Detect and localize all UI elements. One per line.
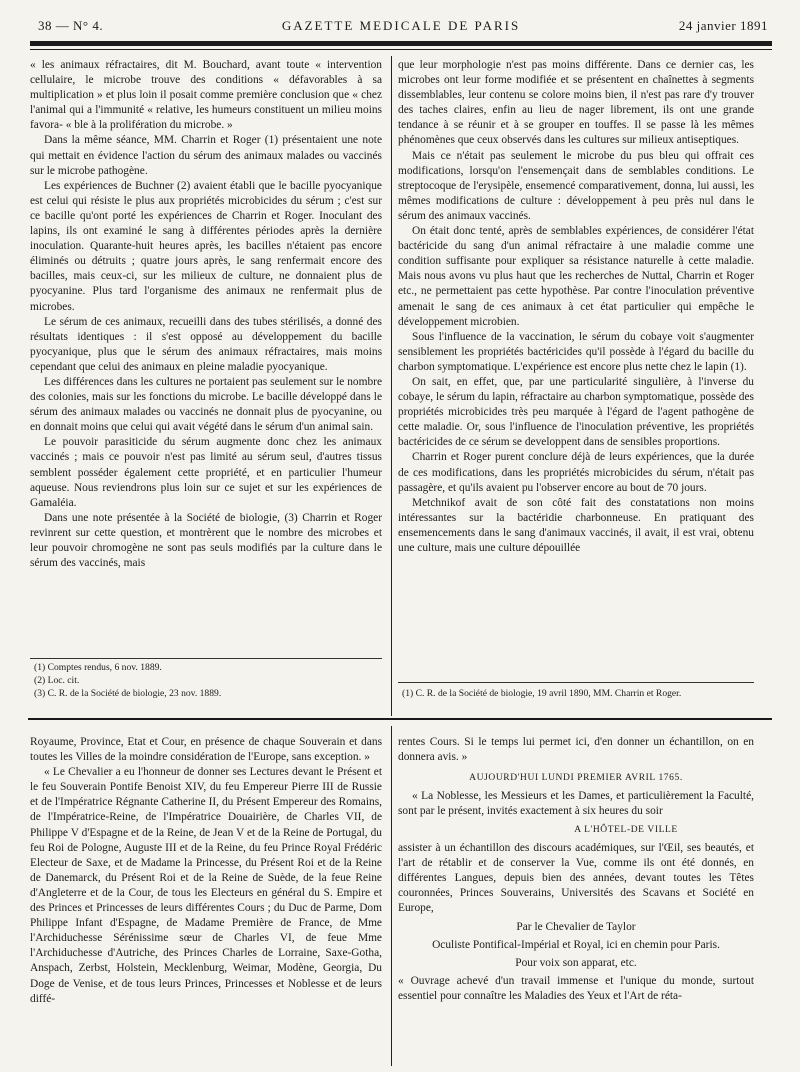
- paragraph: Le sérum de ces animaux, recueilli dans des tubes stérilisés, a donné des résultats identiques : il s'est opposé au développement du bacille pyocyanique, plus que le sérum des animaux réfractaires, mais moins cependant que celui des animaux en pleine maladie pyocyanique.: [30, 315, 382, 373]
- paragraph: que leur morphologie n'est pas moins différente. Dans ce dernier cas, les microbes ont leur forme modifiée et se présentent en chaînettes à segments dissemblables, leur contenu se colore moins bien, il n'est pas rare d'y trouver des taches claires, enfin au lieu de nager librement, ils ont une grande tendance à se réunir et à se grouper en touffes. Il se passe là les mêmes phénomènes que ceux observés dans les cultures sur milieux antiseptiques.: [398, 59, 754, 147]
- footnote: (1) Comptes rendus, 6 nov. 1889.: [34, 662, 162, 673]
- paragraph: On était donc tenté, après de semblables expériences, de considérer l'état bactéricide du sang d'un animal réfractaire à une maladie comme une condition suffisante pour expliquer sa résistance naturelle à cette maladie. Mais nous avons vu plus haut que les recherches de Nuttal, Charrin et Roger etc., ne permettaient pas cette hypothèse. Par contre l'inoculation préventive amenait le sang de ces animaux à cet état particulier qui empêche le développement microbien.: [398, 225, 754, 328]
- paragraph: Dans une note présentée à la Société de biologie, (3) Charrin et Roger revinrent sur cette question, et montrèrent que le nombre des microbes et leur pouvoir chromogène ne sont pas seuls modifiés par la culture dans le sérum des vaccinés, mais: [30, 511, 382, 570]
- left-footnote-rule: [30, 658, 382, 659]
- paragraph: « Le Chevalier a eu l'honneur de donner ses Lectures devant le Présent et le feu Souverain Pontife Benoist XIV, du feu Empereur Pierre III de Russie et de l'Impératrice Régnante Catherine II, du Présent Empereur des Romains, de l'Impératrice-Reine, de l'Impératrice Douairière, de Charles VII, de Philippe V d'Espagne et de la Reine, de Jean V et de la Reine de Portugal, du feu Roi de Pologne, Auguste III et de la Reine, du feu Prince Royal Frédéric Electeur de Saxe, et de Madame la Princesse, du Présent Roi et de la Reine de Danemarck, du Présent Roi et de la Reine de Suède, de la feue Reine d'Angleterre et de la Cour, de tous les Electeurs en général du S. Empire et des Princes et Princesses de leurs différentes Cours ; du Duc de Parme, Dom Philippe Infant d'Espagne, de Madame Première de France, de Mme l'Archiduchesse Sérénissime sœur de Charles VI, de feue Mme l'Archiduchesse d'Autriche, des Princes Charles de Lorraine, Saxe-Gotha, Anspach, Zerbst, Holstein, Mecklenburg, Weimar, Modène, Georgia, Du Doge de Venise, et de tous leurs Princes, Princesses et Noblesse et de leurs diffé-: [30, 766, 382, 1005]
- venue-line: A L'HÔTEL-DE VILLE: [574, 825, 678, 836]
- paragraph: Charrin et Roger purent conclure déjà de leurs expériences, que la durée de ces modifications, dans les propriétés microbicides du sérum, n'était pas passagère, et qu'ils avaient pu l'observer encore au bout de 70 jours.: [398, 451, 754, 494]
- bottom-right-column: [398, 735, 754, 1060]
- paragraph: Metchnikof avait de son côté fait des constatations non moins intéressantes sur la bactéridie charbonneuse. En pratiquant des ensemencements dans le sang d'animaux vaccinés, il avait, il est vrai, obtenu une culture, mais une culture dépouillée: [398, 496, 754, 554]
- header-rule-thick: [30, 41, 772, 46]
- bottom-column-divider: [391, 726, 392, 1066]
- journal-title: GAZETTE MEDICALE DE PARIS: [281, 18, 521, 33]
- page-header: [30, 14, 772, 38]
- paragraph: rentes Cours. Si le temps lui permet ici, d'en donner un échantillon, on en donnera avis. »: [398, 736, 754, 764]
- paragraph: Royaume, Province, Etat et Cour, en présence de chaque Souverain et dans toutes les Villes de la moindre considération de l'Europe, sans exception. »: [30, 736, 382, 764]
- invitation-paragraph: « La Noblesse, les Messieurs et les Dames, et particulièrement la Faculté, sont par le présent, invités exactement à six heures du soir: [398, 790, 754, 818]
- issue-date: 24 janvier 1891: [678, 18, 768, 33]
- footnote: (2) Loc. cit.: [34, 674, 80, 686]
- top-left-footnotes: [34, 662, 380, 708]
- right-footnote-rule: [398, 682, 754, 683]
- paragraph: Sous l'influence de la vaccination, le sérum du cobaye voit s'augmenter sensiblement les propriétés bactéricides qu'il possède à l'égard du bacille du charbon symptomatique. L'expérience est encore plus nette chez le lapin (1).: [398, 330, 754, 373]
- header-rule-thin: [30, 49, 772, 50]
- paragraph: Le pouvoir parasiticide du sérum augmente donc chez les animaux vaccinés ; mais ce pouvoir n'est pas limité au sérum seul, d'autres tissus semblent posséder également cette propriété, et en particulier l'humeur aqueuse. Nous reviendrons plus loin sur ce sujet et sur les expériences de Gamaléia.: [30, 436, 382, 509]
- byline: Par le Chevalier de Taylor: [516, 921, 636, 934]
- oculist-line: Oculiste Pontifical-Impérial et Royal, ici en chemin pour Paris.: [432, 939, 720, 952]
- paragraph: « les animaux réfractaires, dit M. Bouchard, avant toute « intervention cellulaire, le microbe trouve des conditions « défavorables à sa multiplication » et plus loin il posait comme première conclusion que « chez l'animal qui a l'immunité « relative, les humeurs constituent un milieu moins favora- « ble à la prolifération du microbe. »: [30, 59, 382, 132]
- bottom-left-column: [30, 735, 382, 1060]
- paragraph: Les différences dans les cultures ne portaient pas seulement sur le nombre des colonies, mais sur les fonctions du microbe. Le bacille développé dans le sérum des animaux malades ou vaccinés ne donnait plus de pyocyanine, ou en donnait moins que celui qui avait végété dans le sérum d'un animal sain.: [30, 375, 382, 434]
- closing-paragraph: « Ouvrage achevé d'un travail immense et l'unique du monde, surtout essentiel pour connaître les Maladies des Yeux et l'Art de réta-: [398, 975, 754, 1003]
- page-number: 38 — N° 4.: [38, 18, 104, 33]
- paragraph: Mais ce n'était pas seulement le microbe du pus bleu qui offrait ces modifications, lorsqu'on l'ensemençait dans de semblables conditions. Le streptocoque de l'erysipèle, ensemencé comparativement, donna, lui aussi, les mêmes modifications de culture : développement à peu près nul dans le sérum des animaux vaccinés.: [398, 149, 754, 222]
- paragraph: Dans la même séance, MM. Charrin et Roger (1) présentaient une note qui mettait en évidence l'action du sérum des animaux malades ou vaccinés sur le microbe pathogène.: [30, 134, 382, 177]
- paragraph: On sait, en effet, que, par une particularité singulière, à l'inverse du cobaye, le sérum du lapin, réfractaire au charbon symptomatique, possède des propriétés microbicides très peu marquée à l'égard de l'agent pathogène de cette maladie. Or, sous l'influence de l'inoculation préventive, les propriétés bactéricides de ce sérum se developpent dans de sensibles proportions.: [398, 375, 754, 449]
- event-paragraph: assister à un échantillon des discours académiques, sur l'Œil, ses beautés, et l'art de rétablir et de conserver la Vue, comme ils ont été donnés, en différentes Langues, depuis bien des années, devant toutes les Têtes couronnées, Princes Souverains, Universités des Scavans et Société en Europe,: [398, 841, 754, 914]
- column-divider: [391, 56, 392, 716]
- paragraph: Les expériences de Buchner (2) avaient établi que le bacille pyocyanique est celui qui résiste le plus aux propriétés microbicides du sérum ; c'est sur ce bacille qu'ont porté les expériences de Charrin et Roger. Inoculant des lapins, ils ont examiné le sang à différentes périodes après la dernière inoculation. Quarante-huit heures après, les bacilles n'étaient pas encore éliminés ou détruits ; quatre jours après, le sang renfermait encore des bacilles, mais ceux-ci, sur les milieux de culture, ne donnaient plus de pyocyanine. Plus tard l'organisme des animaux ne renfermait plus de microbes.: [30, 179, 382, 313]
- top-right-footnotes: [402, 688, 754, 708]
- footnote: (3) C. R. de la Société de biologie, 23 nov. 1889.: [34, 687, 222, 699]
- top-right-column: [398, 58, 754, 678]
- announcement-date: AUJOURD'HUI LUNDI PREMIER AVRIL 1765.: [469, 773, 683, 784]
- top-left-column: [30, 58, 382, 656]
- section-divider: [28, 718, 772, 720]
- apparat-line: Pour voix son apparat, etc.: [515, 957, 637, 970]
- footnote: (1) C. R. de la Société de biologie, 19 avril 1890, MM. Charrin et Roger.: [402, 688, 682, 699]
